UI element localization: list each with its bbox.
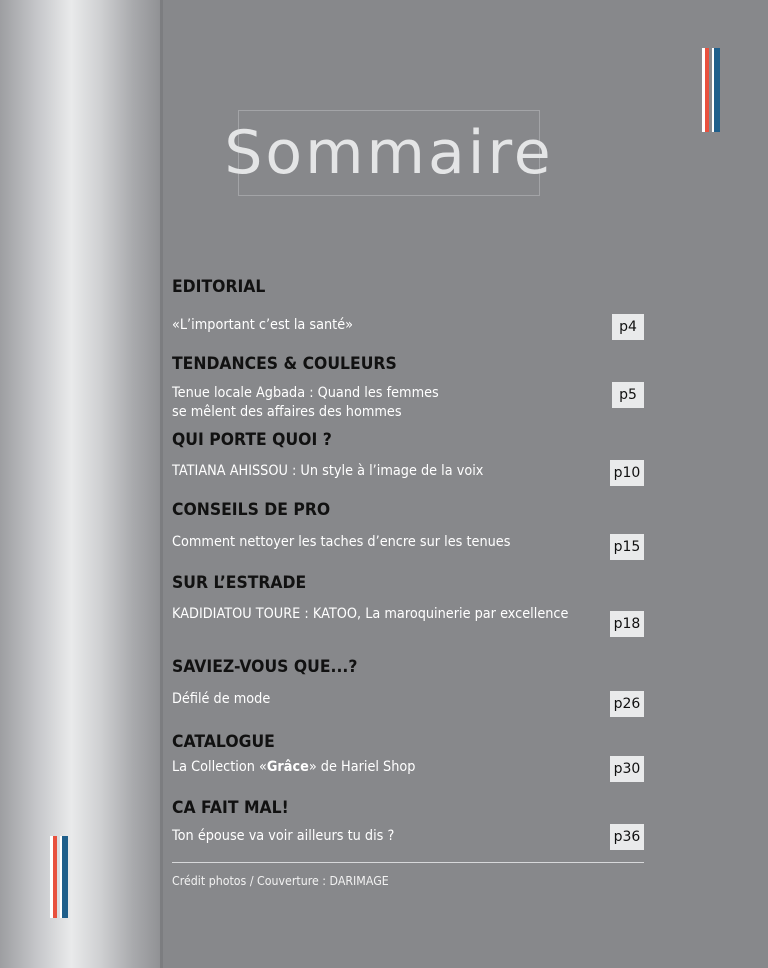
section-desc-qui-porte-quoi: TATIANA AHISSOU : Un style à l’image de la voix bbox=[172, 463, 484, 479]
photo-credit: Crédit photos / Couverture : DARIMAGE bbox=[172, 874, 389, 888]
section-heading-saviez-vous: SAVIEZ-VOUS QUE...? bbox=[172, 657, 358, 677]
flag-stripes-bottom bbox=[50, 836, 68, 918]
page-number-estrade: p18 bbox=[610, 611, 644, 637]
page-number-conseils: p15 bbox=[610, 534, 644, 560]
section-heading-tendances: TENDANCES & COULEURS bbox=[172, 354, 397, 374]
section-desc-ca-fait-mal: Ton épouse va voir ailleurs tu dis ? bbox=[172, 828, 395, 844]
title-box bbox=[224, 110, 554, 196]
page-number-qui-porte-quoi: p10 bbox=[610, 460, 644, 486]
section-heading-catalogue: CATALOGUE bbox=[172, 732, 275, 752]
catalogue-desc-bold: Grâce bbox=[266, 759, 309, 775]
page-title: Sommaire bbox=[224, 118, 554, 188]
section-heading-qui-porte-quoi: QUI PORTE QUOI ? bbox=[172, 430, 332, 450]
catalogue-desc-pre: La Collection « bbox=[172, 759, 267, 775]
section-desc-catalogue bbox=[172, 757, 415, 777]
section-desc-estrade: KADIDIATOU TOURE : KATOO, La maroquinerie par excellence bbox=[172, 606, 569, 622]
page-number-editorial: p4 bbox=[612, 314, 644, 340]
section-heading-editorial: EDITORIAL bbox=[172, 277, 266, 297]
catalogue-desc-post: » de Hariel Shop bbox=[308, 759, 416, 775]
flag-stripes-top bbox=[702, 48, 720, 132]
section-heading-ca-fait-mal: CA FAIT MAL! bbox=[172, 798, 289, 818]
page-number-catalogue: p30 bbox=[610, 756, 644, 782]
section-heading-conseils: CONSEILS DE PRO bbox=[172, 500, 331, 520]
section-heading-estrade: SUR L’ESTRADE bbox=[172, 573, 307, 593]
section-desc-tendances-line1: Tenue locale Agbada : Quand les femmes bbox=[172, 385, 439, 401]
spine-gradient bbox=[0, 0, 162, 968]
page-number-tendances: p5 bbox=[612, 382, 644, 408]
section-desc-conseils: Comment nettoyer les taches d’encre sur les tenues bbox=[172, 534, 511, 550]
section-desc-tendances-line2: se mêlent des affaires des hommes bbox=[172, 404, 402, 420]
divider-rule bbox=[172, 862, 644, 863]
section-desc-editorial: «L’important c’est la santé» bbox=[172, 317, 354, 333]
section-desc-saviez-vous: Défilé de mode bbox=[172, 691, 271, 707]
page-number-saviez-vous: p26 bbox=[610, 691, 644, 717]
page-number-ca-fait-mal: p36 bbox=[610, 824, 644, 850]
spine-edge bbox=[160, 0, 163, 968]
